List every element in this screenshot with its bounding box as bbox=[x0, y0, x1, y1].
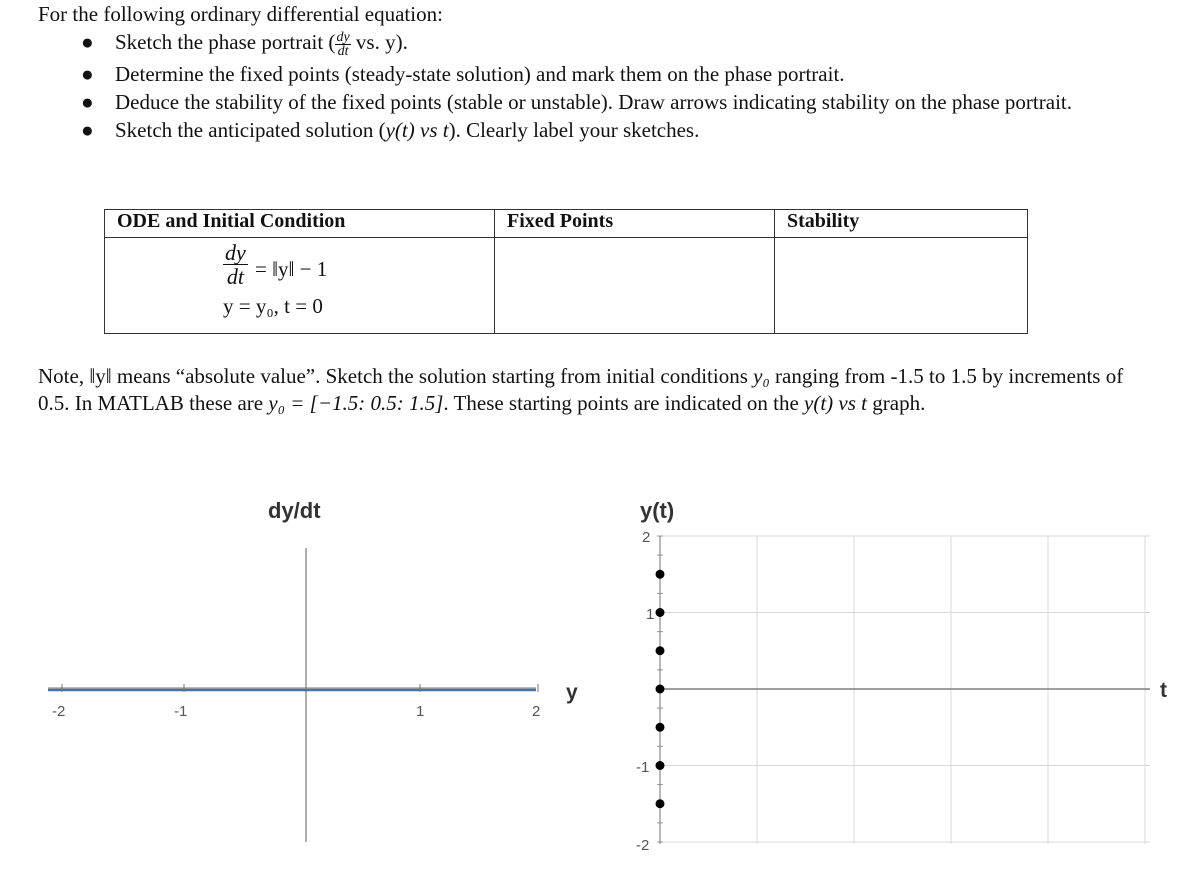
ode-cell bbox=[105, 238, 495, 334]
phase-portrait-plot[interactable] bbox=[0, 480, 600, 890]
phase-xlabel: y bbox=[566, 681, 578, 704]
table-row bbox=[105, 238, 1028, 334]
ode-numerator: dy bbox=[225, 240, 246, 265]
intro-text: For the following ordinary differential equation: bbox=[38, 2, 443, 26]
bullet-icon: ● bbox=[81, 117, 94, 142]
task-text: ). Clearly label your sketches. bbox=[448, 117, 700, 142]
grid bbox=[657, 536, 1150, 844]
bullet-icon: ● bbox=[81, 89, 94, 114]
x-tick-label: -2 bbox=[52, 703, 66, 720]
note-text: Note, ‖y‖ means “absolute value”. Sketch the solution starting from initial conditions bbox=[38, 364, 754, 388]
table-header-row bbox=[105, 210, 1028, 238]
phase-ylabel: dy/dt bbox=[268, 498, 321, 523]
fraction-numerator: dy bbox=[336, 29, 350, 45]
ode-rhs: = ‖y‖ − 1 bbox=[255, 257, 328, 281]
math-inline: y(t) vs t bbox=[385, 117, 449, 142]
initial-condition-point bbox=[656, 799, 665, 808]
task-item-phase-portrait bbox=[60, 30, 1150, 58]
header-ode: ODE and Initial Condition bbox=[105, 210, 495, 238]
x-tick-label: 1 bbox=[416, 703, 425, 720]
note-text: graph. bbox=[867, 391, 926, 415]
math-inline: y₀ bbox=[753, 364, 770, 388]
initial-condition-point bbox=[656, 608, 665, 617]
y-tick-label: 2 bbox=[642, 529, 651, 546]
stability-cell[interactable] bbox=[775, 238, 1028, 334]
note-text: ranging from -1.5 to 1.5 by increments of 0.5. In MATLAB these are bbox=[38, 364, 1124, 415]
bullet-icon: ● bbox=[81, 30, 94, 54]
math-inline: y₀ = [−1.5: 0.5: 1.5] bbox=[268, 391, 444, 415]
header-stability: Stability bbox=[775, 210, 1028, 238]
note-text: . These starting points are indicated on the bbox=[443, 391, 805, 415]
ode-denominator: dt bbox=[226, 264, 244, 289]
task-text: Sketch the phase portrait ( bbox=[115, 30, 336, 54]
ode-table bbox=[104, 209, 1028, 334]
y-tick-label: -2 bbox=[636, 837, 650, 854]
solution-xlabel: t bbox=[1160, 679, 1167, 702]
initial-condition-point bbox=[656, 570, 665, 579]
task-item-solution bbox=[60, 118, 1150, 142]
math-inline: y(t) vs t bbox=[804, 391, 868, 415]
initial-condition-point bbox=[656, 646, 665, 655]
initial-condition-point bbox=[656, 685, 665, 694]
x-tick-label: 2 bbox=[532, 703, 541, 720]
solution-plot[interactable] bbox=[600, 480, 1186, 890]
y-tick-label: -1 bbox=[636, 759, 650, 776]
ode-fraction bbox=[223, 241, 248, 288]
y-tick-label: 1 bbox=[646, 606, 655, 623]
task-item-stability bbox=[60, 90, 1150, 114]
initial-condition-point bbox=[656, 723, 665, 732]
fraction bbox=[335, 31, 350, 58]
task-list bbox=[60, 30, 1150, 146]
task-text: Sketch the anticipated solution ( bbox=[115, 117, 386, 142]
task-text: Determine the fixed points (steady-state solution) and mark them on the phase portrait. bbox=[115, 61, 845, 86]
x-tick-label: -1 bbox=[174, 703, 188, 720]
task-text: vs. y). bbox=[350, 30, 408, 54]
fixed-points-cell[interactable] bbox=[495, 238, 775, 334]
task-item-fixed-points bbox=[60, 62, 1150, 86]
note-paragraph bbox=[38, 363, 1148, 417]
fraction-denominator: dt bbox=[337, 43, 349, 59]
initial-condition-point bbox=[656, 761, 665, 770]
task-text: Deduce the stability of the fixed points (stable or unstable). Draw arrows indicating stability on the phase portrait. bbox=[115, 89, 1072, 114]
bullet-icon: ● bbox=[81, 61, 94, 86]
initial-condition: y = y₀, t = 0 bbox=[223, 294, 323, 318]
header-fixed-points: Fixed Points bbox=[495, 210, 775, 238]
solution-ylabel: y(t) bbox=[640, 498, 675, 523]
